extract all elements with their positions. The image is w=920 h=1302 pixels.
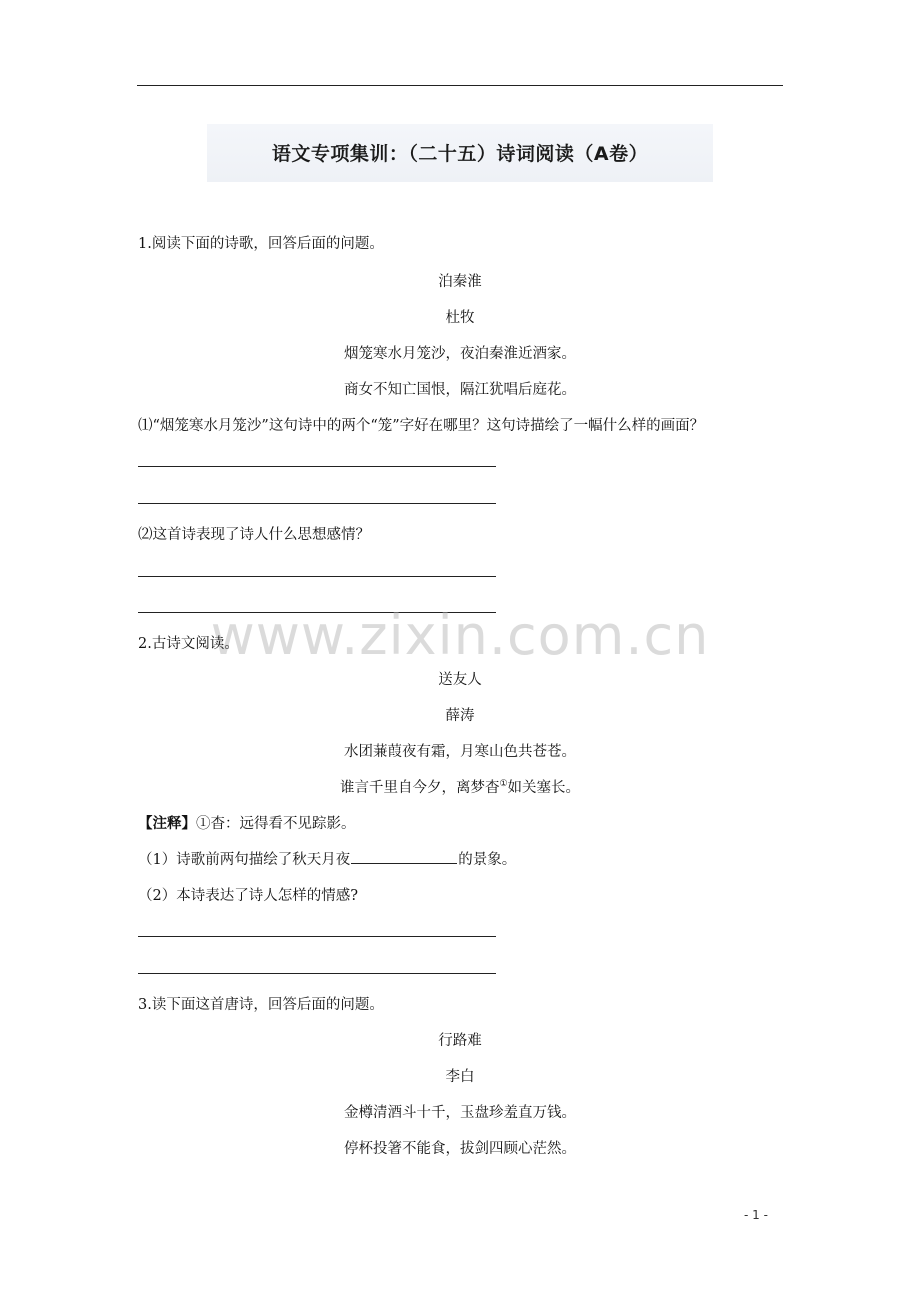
title-banner <box>207 124 713 182</box>
q3-poem-line-1: 金樽清酒斗十千，玉盘珍羞直万钱。 <box>344 1105 576 1121</box>
q2-subquestion-1 <box>138 848 516 869</box>
q1-poem-author: 杜牧 <box>445 310 475 326</box>
answer-line[interactable] <box>138 466 496 467</box>
q2-line2-text: 谁言千里自今夕，离梦杳 <box>339 780 500 796</box>
answer-line[interactable] <box>138 936 496 937</box>
q2-sub1-text: （1）诗歌前两句描绘了秋天月夜 <box>138 852 351 868</box>
q2-subquestion-2: （2）本诗表达了诗人怎样的情感? <box>138 888 358 904</box>
q1-subquestion-2: ⑵这首诗表现了诗人什么思想感情？ <box>138 527 370 543</box>
footnote-marker: ① <box>499 779 508 790</box>
page-title: 语文专项集训：（二十五）诗词阅读（A卷） <box>271 143 649 165</box>
answer-line[interactable] <box>138 973 496 974</box>
q2-poem-line-2 <box>0 776 920 797</box>
q2-line2-text-end: 如关塞长。 <box>507 780 581 796</box>
watermark: www.zixin.com.cn <box>210 604 710 667</box>
note-text: ①杳：远得看不见踪影。 <box>196 816 356 832</box>
q1-poem-line-1: 烟笼寒水月笼沙，夜泊秦淮近酒家。 <box>344 346 576 362</box>
fill-blank[interactable] <box>351 849 457 864</box>
q2-poem-author: 薛涛 <box>445 708 475 724</box>
q1-subquestion-1: ⑴“烟笼寒水月笼沙”这句诗中的两个“笼”字好在哪里？这句诗描绘了一幅什么样的画面？ <box>138 418 705 434</box>
q3-poem-title: 行路难 <box>438 1033 482 1049</box>
page-number: - 1 - <box>744 1208 768 1222</box>
q3-poem-author: 李白 <box>445 1069 475 1085</box>
header-rule <box>137 85 783 86</box>
q2-poem-line-1: 水团蒹葭夜有霜，月寒山色共苍苍。 <box>344 744 576 760</box>
answer-line[interactable] <box>138 576 496 577</box>
q3-prompt: 3.读下面这首唐诗，回答后面的问题。 <box>138 997 384 1013</box>
q2-prompt: 2.古诗文阅读。 <box>138 636 239 652</box>
note-label: 【注释】 <box>138 815 196 832</box>
q1-poem-title: 泊秦淮 <box>438 274 482 290</box>
answer-line[interactable] <box>138 503 496 504</box>
q1-poem-line-2: 商女不知亡国恨，隔江犹唱后庭花。 <box>344 382 576 398</box>
q2-note <box>138 812 356 833</box>
q2-poem-title: 送友人 <box>438 672 482 688</box>
q1-prompt: 1.阅读下面的诗歌，回答后面的问题。 <box>138 236 384 252</box>
q2-sub1-text-end: 的景象。 <box>458 852 517 868</box>
q3-poem-line-2: 停杯投箸不能食，拔剑四顾心茫然。 <box>344 1141 576 1157</box>
